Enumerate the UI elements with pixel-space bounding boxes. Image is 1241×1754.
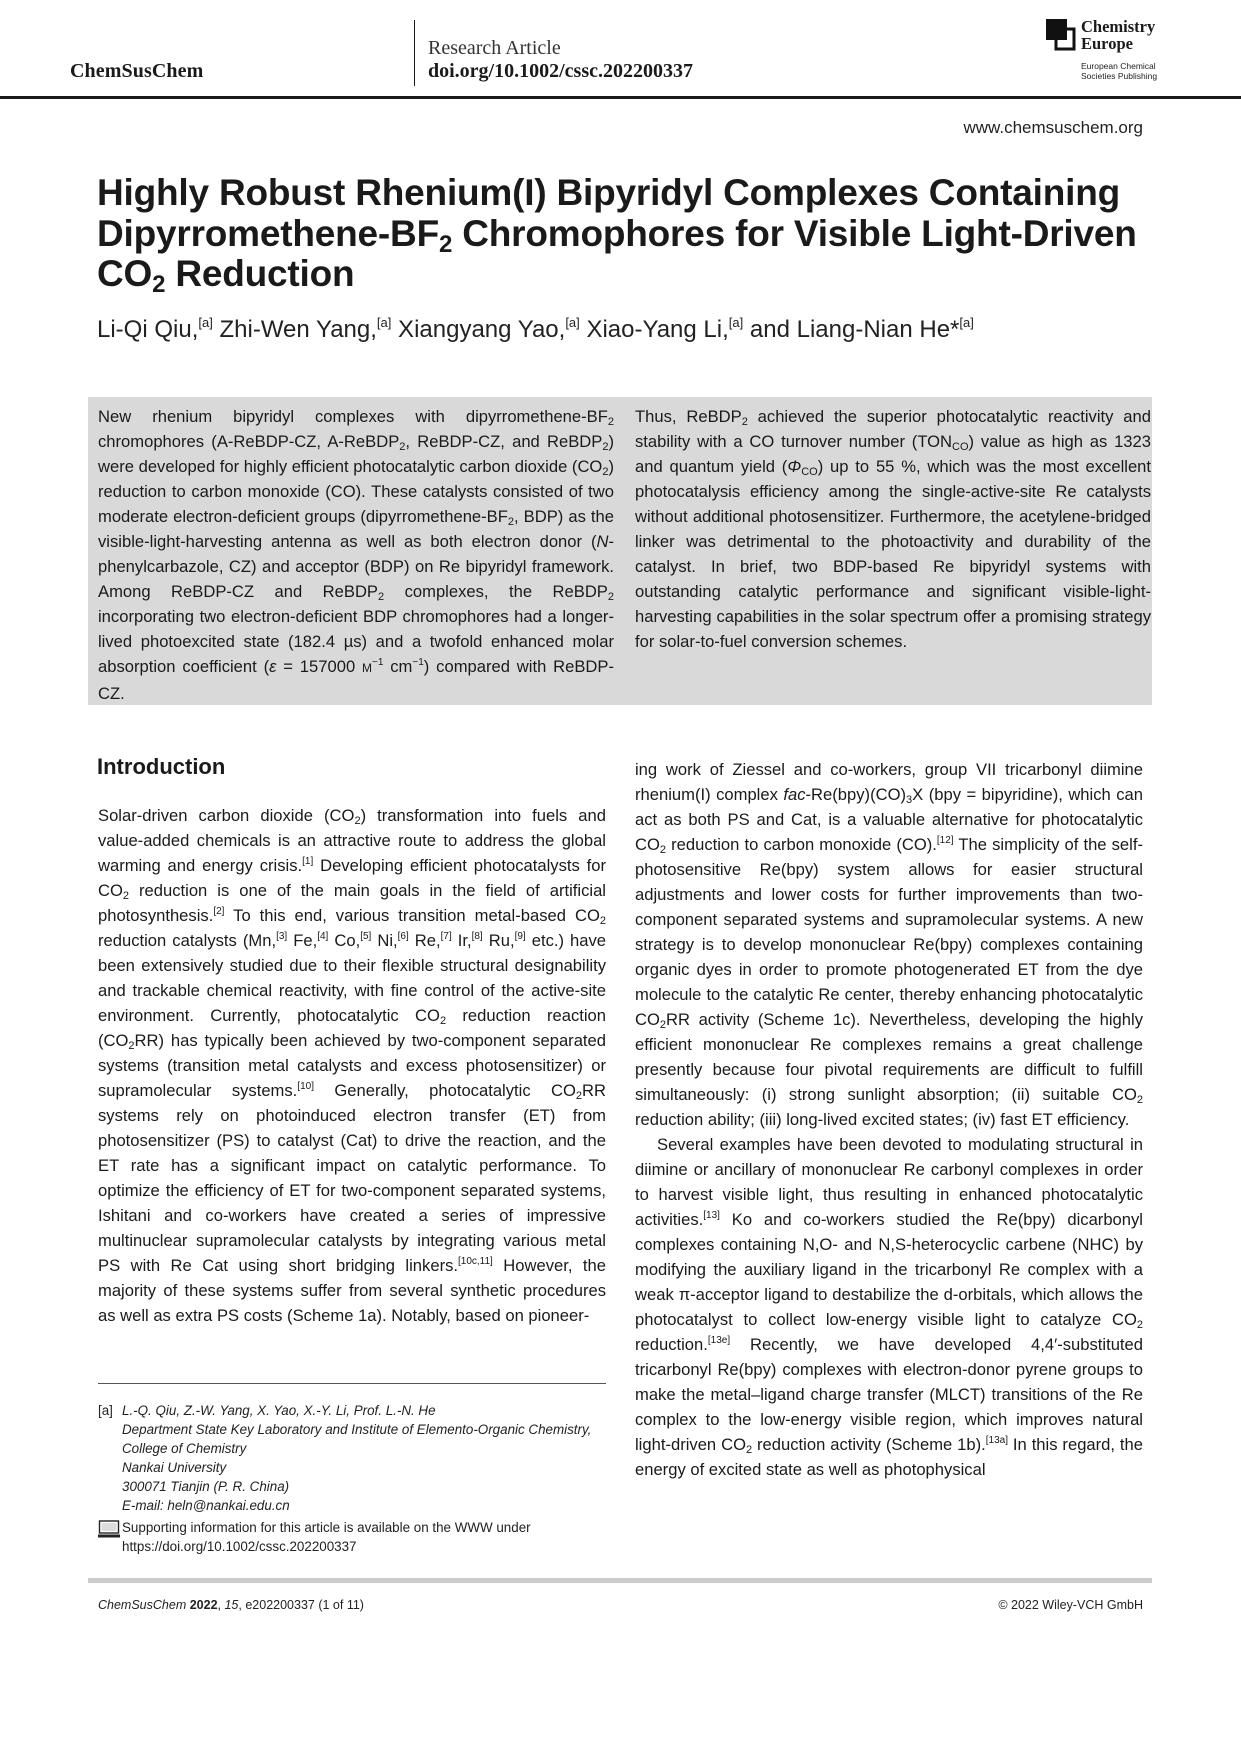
logo-title-line1: Chemistry bbox=[1081, 17, 1156, 36]
logo-subtitle-line2: Societies Publishing bbox=[1081, 71, 1158, 81]
text: Fe, bbox=[287, 931, 318, 950]
text: To this end, various transition metal-based CO bbox=[224, 906, 600, 925]
subscript: 2 bbox=[602, 441, 609, 453]
footer-citation: ChemSusChem 2022, 15, e202200337 (1 of 11) bbox=[98, 1598, 364, 1612]
text: reduction is one of the main goals in the field of artificial photosynthesis. bbox=[98, 881, 606, 925]
body-right-column bbox=[635, 757, 1143, 1482]
footnote-email[interactable]: E-mail: heln@nankai.edu.cn bbox=[122, 1498, 290, 1513]
logo-title bbox=[1081, 18, 1155, 52]
text: Ru, bbox=[482, 931, 515, 950]
abstract-right-column bbox=[635, 404, 1151, 654]
supporting-info-text[interactable]: Supporting information for this article is available on the WWW under https://doi.org/10.1002/cssc.202200337 bbox=[122, 1520, 531, 1554]
citation[interactable]: [13a] bbox=[985, 1435, 1009, 1446]
chemistry-europe-logo-mark-icon bbox=[1046, 19, 1076, 51]
subscript: 2 bbox=[575, 1090, 583, 1102]
article-title bbox=[97, 172, 1157, 298]
text: reduction to carbon monoxide (CO). bbox=[666, 835, 937, 854]
subscript: 2 bbox=[741, 416, 748, 428]
text: ) up to 55 %, which was the most excellent photocatalysis efficiency among the single-active-site Re catalysts without additional photosensitizer. Furthermore, the acetylene-bridged linker was detrimental to the photoactivity and durability of the catalyst. In brief, two BDP-based Re bipyridyl systems with outstanding catalytic performance and significant visible-light-harvesting capabilities in the solar spectrum offer a promising strategy for solar-to-fuel conversion schemes. bbox=[635, 457, 1152, 651]
chemistry-europe-logo[interactable] bbox=[1046, 19, 1176, 83]
title-part2: Chromophores for Visible Light-Driven CO bbox=[97, 212, 1137, 294]
footnote-line: Nankai University bbox=[122, 1460, 227, 1475]
logo-title-line2: Europe bbox=[1081, 34, 1133, 53]
footnote-line: Department State Key Laboratory and Institute of Elemento-Organic Chemistry, College of Chemistry bbox=[122, 1422, 592, 1456]
text: cm bbox=[383, 657, 413, 676]
text: ing work of Ziessel and co-workers, group VII tricarbonyl diimine rhenium(I) complex bbox=[635, 760, 1143, 804]
author-affiliation: [a] bbox=[959, 315, 974, 330]
text: RR activity (Scheme 1c). Nevertheless, developing the highly efficient mononuclear Re complexes remains a great challenge presently because four pivotal requirements are difficult to fulfill simultaneously: (i) strong sunlight absorption; (ii) suitable CO bbox=[635, 1010, 1143, 1104]
author-name[interactable]: Zhi-Wen Yang, bbox=[212, 316, 377, 343]
small-caps-unit: M bbox=[362, 661, 373, 675]
footer-article-number: , e202200337 (1 of 11) bbox=[238, 1598, 364, 1612]
citation[interactable]: [10c,11] bbox=[458, 1256, 493, 1267]
italic-text: ε bbox=[269, 657, 277, 676]
citation[interactable]: [2] bbox=[213, 906, 225, 917]
italic-text: fac bbox=[783, 785, 806, 804]
text: RR systems rely on photoinduced electron transfer (ET) from photosensitizer (PS) to catalyst (Cat) to drive the reaction, and the ET rate has a significant impact on catalytic performance. To optimize the efficiency of ET for two-component separated systems, Ishitani and co-workers have created a series of impressive multinuclear supramolecular catalysts by integrating various metal PS with Re Cat using short bridging linkers. bbox=[98, 1081, 606, 1275]
computer-monitor-icon bbox=[98, 1520, 120, 1538]
subscript: 2 bbox=[607, 591, 614, 603]
text: RR) has typically been achieved by two-component separated systems (transition metal catalysts and excess photosensitizer) or supramolecular systems. bbox=[98, 1031, 606, 1100]
text: Generally, photocatalytic CO bbox=[313, 1081, 576, 1100]
superscript: −1 bbox=[412, 657, 424, 668]
text: , ReBDP-CZ, and ReBDP bbox=[405, 432, 603, 451]
citation[interactable]: [6] bbox=[397, 931, 409, 942]
subscript: 2 bbox=[507, 516, 515, 528]
text: reduction ability; (iii) long-lived excited states; (iv) fast ET efficiency. bbox=[635, 1110, 1130, 1129]
subscript: 2 bbox=[607, 416, 614, 428]
text: -phenylcarbazole, CZ) and acceptor (BDP) on Re bipyridyl framework. Among ReBDP-CZ and ReBDP bbox=[98, 532, 614, 601]
text: Ir, bbox=[451, 931, 472, 950]
text: achieved the superior photocatalytic reactivity and stability with a CO turnover number (TON bbox=[635, 407, 1151, 451]
subscript: CO bbox=[801, 466, 818, 478]
header-rule bbox=[0, 96, 1241, 99]
subscript: 2 bbox=[128, 1040, 135, 1052]
text: ) were developed for highly efficient photocatalytic carbon dioxide (CO bbox=[98, 432, 615, 476]
subscript: CO bbox=[952, 441, 969, 453]
journal-name: ChemSusChem bbox=[70, 60, 204, 82]
text: = 157000 bbox=[276, 657, 363, 676]
subscript: 2 bbox=[659, 844, 667, 856]
journal-website-link[interactable]: www.chemsuschem.org bbox=[963, 118, 1143, 137]
subscript: 2 bbox=[599, 915, 606, 927]
text: etc.) have been extensively studied due to their flexible structural designability and trackable chemical reactivity, with fine control of the active-site environment. Currently, photocatalytic CO bbox=[98, 931, 607, 1025]
author-name[interactable]: Xiao-Yang Li, bbox=[579, 316, 729, 343]
author-name[interactable]: Xiangyang Yao, bbox=[391, 316, 566, 343]
text: However, the majority of these systems suffer from several synthetic procedures as well as extra PS costs (Scheme 1a). Notably, based on pioneer- bbox=[98, 1256, 606, 1325]
text: chromophores (A-ReBDP-CZ, A-ReBDP bbox=[98, 432, 400, 451]
title-sub2: 2 bbox=[152, 271, 166, 298]
citation[interactable]: [4] bbox=[317, 931, 329, 942]
text: Thus, ReBDP bbox=[635, 407, 742, 426]
footer-year: 2022 bbox=[189, 1598, 218, 1612]
subscript: 2 bbox=[745, 1444, 753, 1456]
subscript: 2 bbox=[1136, 1319, 1143, 1331]
footnote-line: L.-Q. Qiu, Z.-W. Yang, X. Yao, X.-Y. Li, Prof. L.-N. He bbox=[122, 1403, 436, 1418]
citation[interactable]: [7] bbox=[440, 931, 452, 942]
footnote-tag: [a] bbox=[98, 1403, 113, 1418]
footer-journal: ChemSusChem bbox=[98, 1598, 187, 1612]
italic-text: Φ bbox=[787, 457, 802, 476]
article-type: Research Article bbox=[428, 37, 561, 59]
author-affiliation: [a] bbox=[198, 315, 213, 330]
text: Solar-driven carbon dioxide (CO bbox=[98, 806, 355, 825]
body-left-column bbox=[98, 803, 606, 1328]
text: reduction reaction (CO bbox=[98, 1006, 606, 1050]
subscript: 2 bbox=[122, 890, 130, 902]
text: Re, bbox=[408, 931, 441, 950]
citation[interactable]: [13] bbox=[703, 1210, 720, 1221]
paragraph bbox=[98, 803, 606, 1328]
text: ) reduction to carbon monoxide (CO). These catalysts consisted of two moderate electron-deficient groups (dipyrromethene-BF bbox=[98, 457, 614, 526]
doi-link[interactable]: doi.org/10.1002/cssc.202200337 bbox=[428, 60, 693, 82]
author-name[interactable]: and Liang-Nian He* bbox=[743, 316, 960, 343]
footer-bar bbox=[88, 1578, 1152, 1583]
logo-subtitle bbox=[1081, 61, 1157, 81]
superscript: −1 bbox=[372, 657, 384, 668]
text: Co, bbox=[328, 931, 361, 950]
footnote-body bbox=[122, 1401, 606, 1515]
text: Ni, bbox=[371, 931, 398, 950]
footnote-line: 300071 Tianjin (P. R. China) bbox=[122, 1479, 290, 1494]
subscript: 2 bbox=[1136, 1094, 1143, 1106]
header-divider bbox=[414, 20, 415, 86]
title-part3: Reduction bbox=[165, 253, 355, 294]
footer-volume: 15 bbox=[224, 1598, 239, 1612]
author-affiliation: [a] bbox=[376, 315, 392, 330]
text: Developing efficient photocatalysts for CO bbox=[98, 856, 607, 900]
text: , BDP) as the visible-light-harvesting antenna as well as both electron donor ( bbox=[98, 507, 614, 551]
author-list bbox=[97, 316, 974, 344]
citation[interactable]: [13e] bbox=[707, 1335, 731, 1346]
text: ) value as high as 1323 and quantum yield ( bbox=[635, 432, 1151, 476]
subscript: 2 bbox=[354, 815, 361, 827]
text: X (bpy = bipyridine), which can act as both PS and Cat, is a valuable alternative for photocatalytic CO bbox=[635, 785, 1143, 854]
subscript: 2 bbox=[378, 591, 385, 603]
text: reduction catalysts (Mn, bbox=[98, 931, 277, 950]
logo-subtitle-line1: European Chemical bbox=[1081, 61, 1156, 71]
supporting-info-note bbox=[98, 1518, 606, 1556]
text: incorporating two electron-deficient BDP chromophores had a longer-lived photoexcited state (182.4 µs) and a twofold enhanced molar absorption coefficient ( bbox=[98, 607, 614, 676]
title-part1: Highly Robust Rhenium(I) Bipyridyl Complexes Containing Dipyrromethene-BF bbox=[97, 172, 1120, 254]
author-affiliation: [a] bbox=[728, 315, 744, 330]
subscript: 2 bbox=[659, 1019, 667, 1031]
citation[interactable]: [1] bbox=[302, 856, 314, 867]
paragraph bbox=[635, 1132, 1143, 1482]
footnote-rule bbox=[98, 1383, 606, 1384]
text: complexes, the ReBDP bbox=[384, 582, 608, 601]
author-name[interactable]: Li-Qi Qiu, bbox=[97, 316, 199, 343]
text: reduction activity (Scheme 1b). bbox=[752, 1435, 986, 1454]
text: reduction. bbox=[635, 1335, 708, 1354]
text: The simplicity of the self-photosensitive Re(bpy) system allows for easier structural adjustments and lower costs for further improvements than two-component separated systems and supramolecular systems. A new strategy is to develop mononuclear Re(bpy) complexes containing organic dyes in order to promote photogenerated ET from the dye molecule to the catalytic Re center, thereby enhancing photocatalytic CO bbox=[635, 835, 1143, 1029]
citation[interactable]: [5] bbox=[360, 931, 372, 942]
text: ) transformation into fuels and value-added chemicals is an attractive route to address the global warming and energy crisis. bbox=[98, 806, 606, 875]
subscript: 2 bbox=[602, 466, 609, 478]
author-affiliation: [a] bbox=[565, 315, 580, 330]
citation[interactable]: [10] bbox=[297, 1081, 314, 1092]
text: -Re(bpy)(CO) bbox=[805, 785, 907, 804]
text: New rhenium bipyridyl complexes with dipyrromethene-BF bbox=[98, 407, 608, 426]
abstract-left-column bbox=[98, 404, 614, 706]
text: Recently, we have developed 4,4′-substituted tricarbonyl Re(bpy) complexes with electron-donor pyrene groups to make the metal–ligand charge transfer (MLCT) transitions of the Re complex to the low-energy visible region, which improves natural light-driven CO bbox=[635, 1335, 1143, 1454]
italic-text: N bbox=[596, 532, 609, 551]
text: ) compared with ReBDP-CZ. bbox=[98, 657, 615, 703]
paragraph bbox=[635, 757, 1143, 1132]
text: In this regard, the energy of excited state as well as photophysical bbox=[635, 1435, 1143, 1479]
subscript: 2 bbox=[399, 441, 406, 453]
text: Ko and co-workers studied the Re(bpy) dicarbonyl complexes containing N,O- and N,S-heterocyclic carbene (NHC) by modifying the auxiliary ligand in the tricarbonyl Re complex with a weak π-acceptor ligand to destabilize the d-orbitals, which allows the photocatalyst to collect low-energy visible light to catalyze CO bbox=[635, 1210, 1143, 1329]
subscript: 2 bbox=[439, 1015, 447, 1027]
affiliation-footnote bbox=[98, 1401, 606, 1515]
citation[interactable]: [9] bbox=[514, 931, 526, 942]
citation[interactable]: [12] bbox=[936, 835, 954, 846]
section-heading-introduction: Introduction bbox=[97, 754, 226, 779]
text: Several examples have been devoted to modulating structural in diimine or ancillary of mononuclear Re carbonyl complexes in order to harvest visible light, thus resulting in enhanced photocatalytic activities. bbox=[635, 1135, 1143, 1229]
subscript: 3 bbox=[906, 794, 913, 806]
citation[interactable]: [3] bbox=[276, 931, 288, 942]
citation[interactable]: [8] bbox=[471, 931, 483, 942]
footer-copyright: © 2022 Wiley-VCH GmbH bbox=[998, 1598, 1143, 1612]
title-sub1: 2 bbox=[438, 230, 453, 258]
